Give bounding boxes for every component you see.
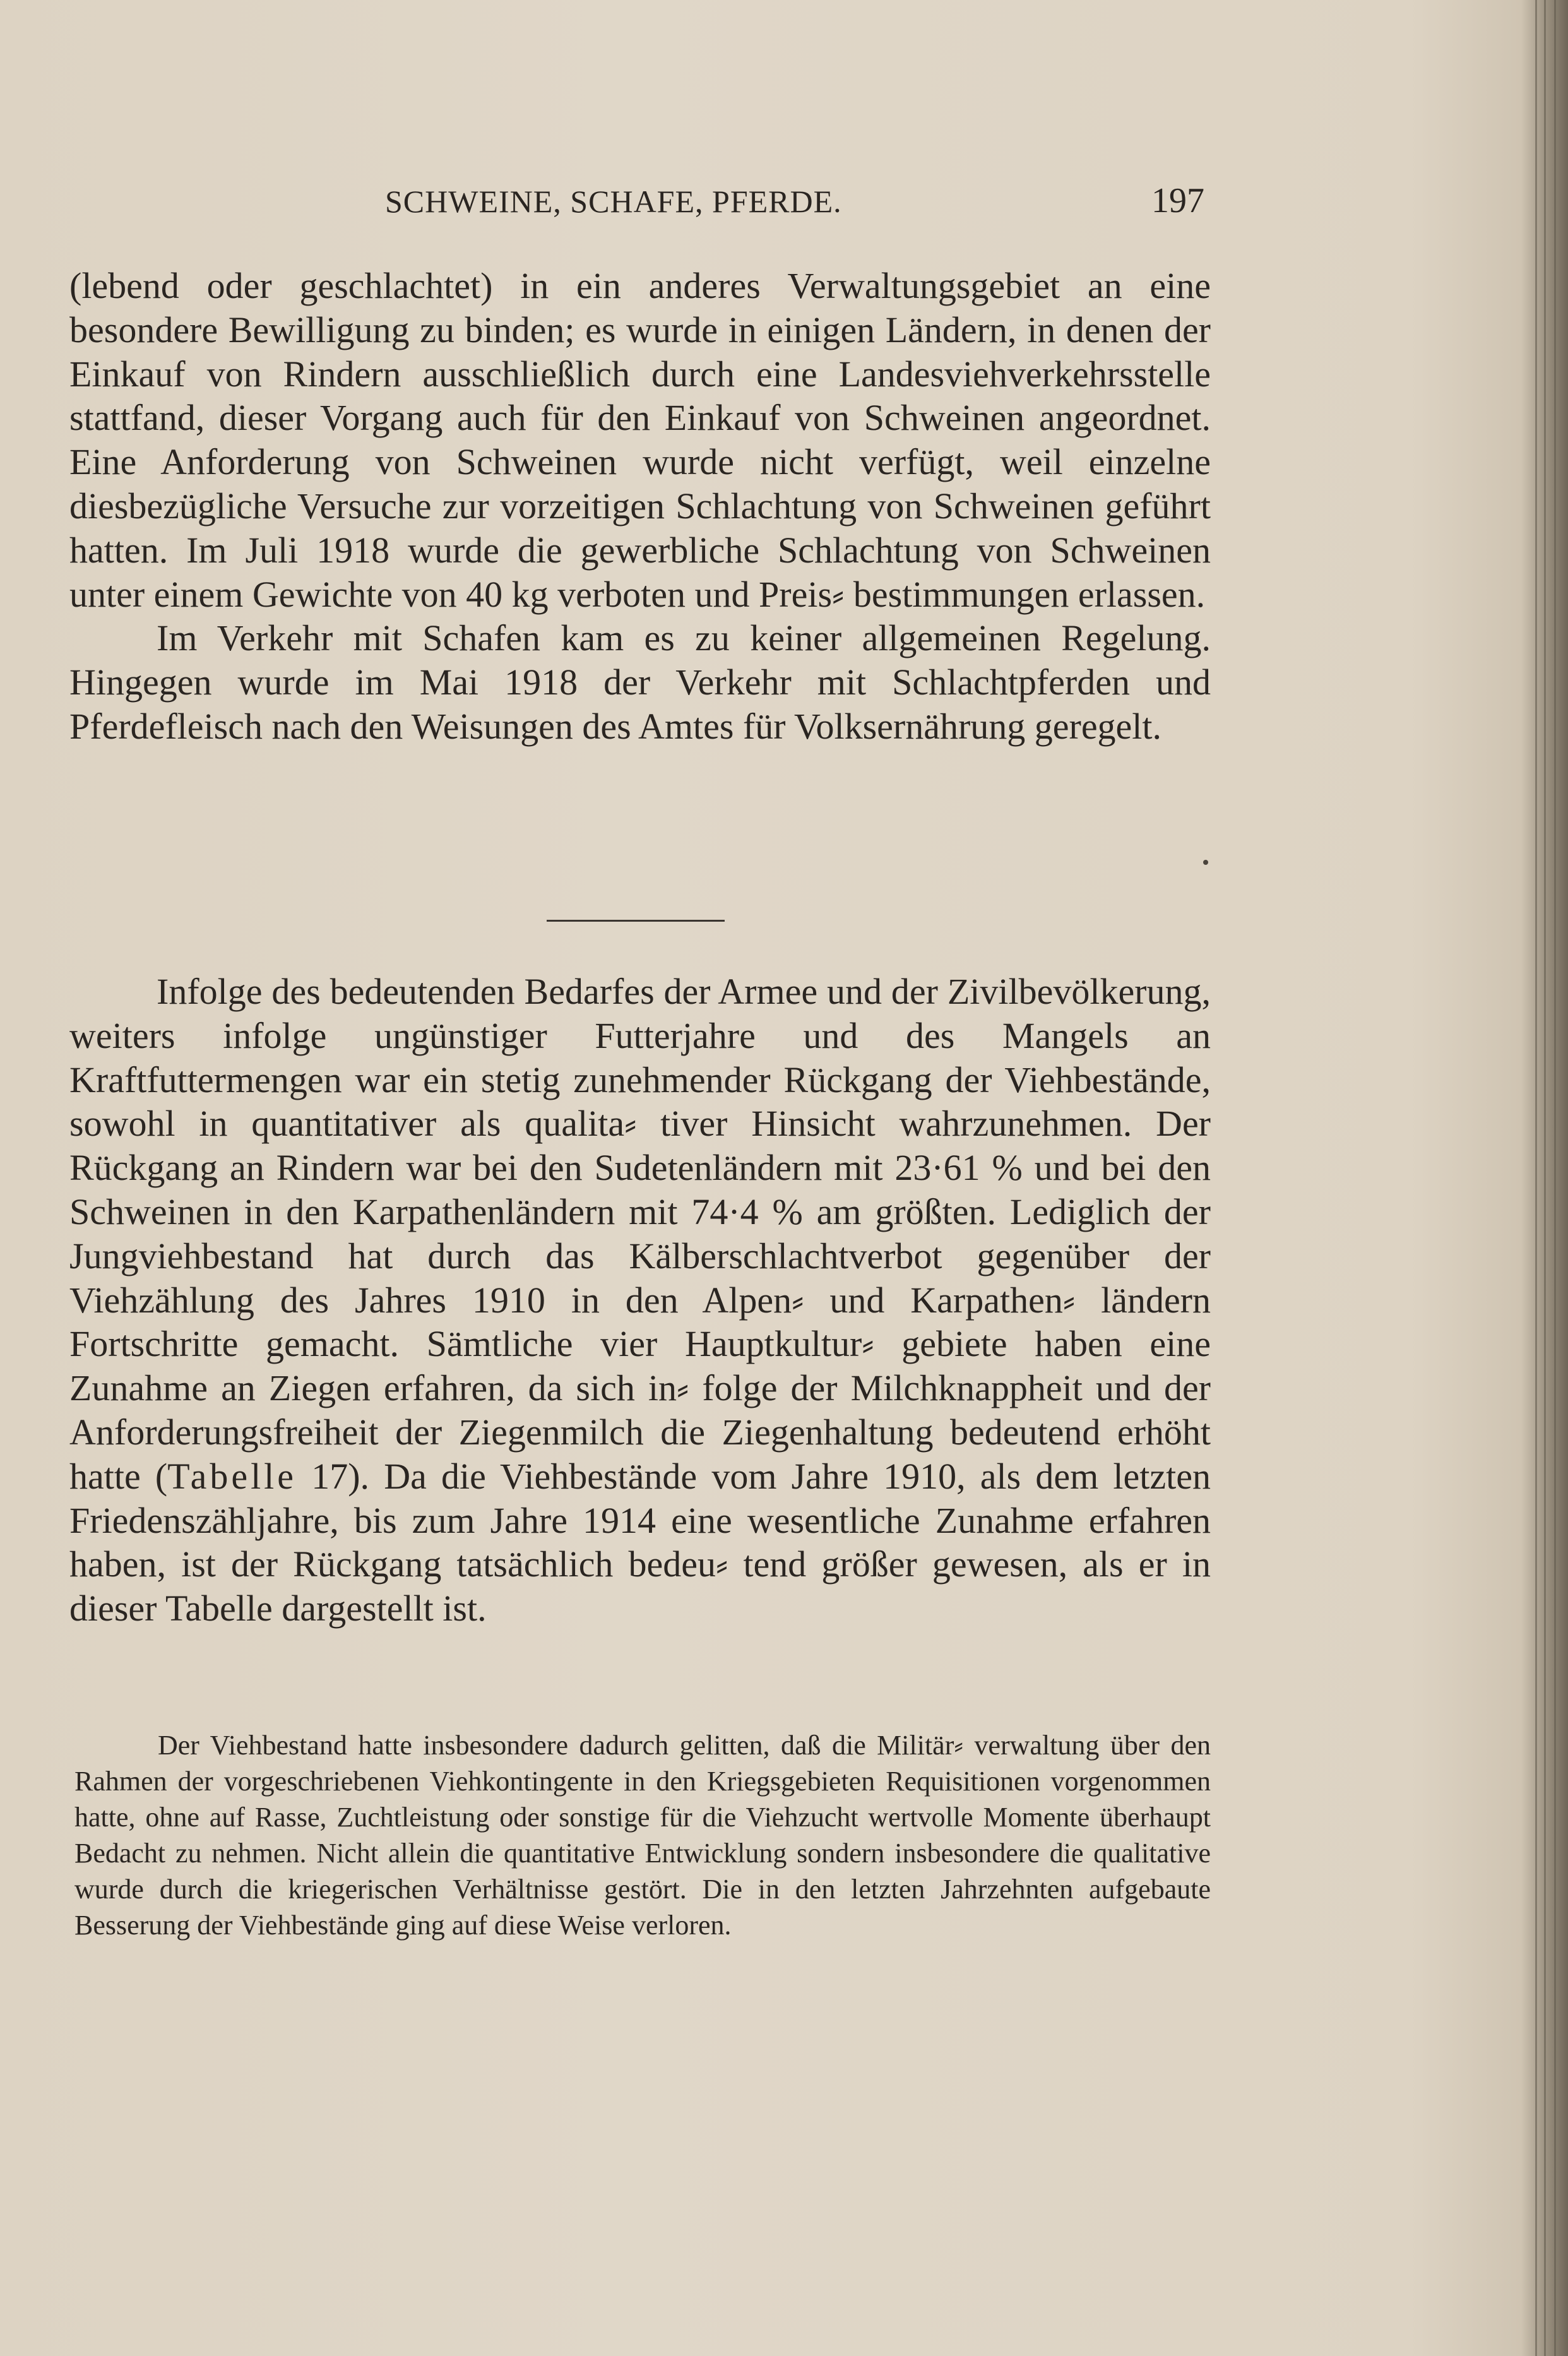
paragraph-text-part: Infolge des bedeutenden Bedarfes der Armee und der Zivilbevölkerung, weiters infolge ungünstiger Futterjahre und des Mangels an Kraftfuttermengen war ein stetig zunehmender Rückgang der Viehbestände, sowohl in quantitativer als qualita⸗ tiver Hinsicht wahrzunehmen. Der Rückgang an Rindern war bei den Sudetenländern mit 23·61 % und bei den Schweinen in den Karpathenländern mit 74·4 % am größten. Lediglich der Jungviehbestand hat durch das Kälberschlachtverbot gegenüber der Viehzählung des Jahres 1910 in den Alpen⸗ und Karpathen⸗ ländern Fortschritte gemacht. Sämtliche vier Hauptkultur⸗ gebiete haben eine Zunahme an Ziegen erfahren, da sich in⸗ folge der Milchknappheit und der Anforderungsfreiheit der Ziegenmilch die Ziegenhaltung bedeutend erhöht hatte ( — [69, 971, 1211, 1497]
page-number: 197 — [1151, 181, 1204, 220]
section-divider — [547, 920, 725, 922]
section-livestock-traffic — [69, 264, 1211, 749]
paragraph-livestock-decline — [69, 970, 1211, 1631]
section-livestock-decline — [69, 970, 1211, 1631]
binding-edge-line — [1535, 0, 1537, 2356]
ink-speck — [1203, 860, 1208, 865]
running-title: SCHWEINE, SCHAFE, PFERDE. — [385, 184, 842, 219]
paragraph-swine-regulation: (lebend oder geschlachtet) in ein anderes Verwaltungsgebiet an eine besondere Bewilligung zu binden; es wurde in einigen Ländern, in denen der Einkauf von Rindern ausschließlich durch eine Landesviehverkehrsstelle stattfand, dieser Vorgang auch für den Einkauf von Schweinen angeordnet. Eine Anforderung von Schweinen wurde nicht verfügt, weil einzelne diesbezügliche Versuche zur vorzeitigen Schlachtung von Schweinen geführt hatten. Im Juli 1918 wurde die gewerbliche Schlachtung von Schweinen unter einem Gewichte von 40 kg verboten und Preis⸗ bestimmungen erlassen. — [69, 265, 1211, 615]
paragraph-sheep-horses: Im Verkehr mit Schafen kam es zu keiner allgemeinen Regelung. Hingegen wurde im Mai 1918 der Verkehr mit Schlachtpferden und Pferdefleisch nach den Weisungen des Amtes für Volksernährung geregelt. — [69, 617, 1211, 747]
binding-edge-line — [1544, 0, 1546, 2356]
table-reference: Tabelle — [167, 1455, 297, 1497]
paragraph-text-part: 17). Da die Viehbestände vom Jahre 1910, als dem letzten Friedenszähljahre, bis zum Jahre 1914 eine wesentliche Zunahme erfahren haben, ist der Rückgang tatsächlich bedeu⸗ tend größer gewesen, als er in dieser Tabelle dargestellt ist. — [69, 1455, 1211, 1629]
footnote: Der Viehbestand hatte insbesondere dadurch gelitten, daß die Militär⸗ verwaltung über den Rahmen der vorgeschriebenen Viehkontingente in den Kriegsgebieten Requisitionen vorgenommen hatte, ohne auf Rasse, Zuchtleistung oder sonstige für die Viehzucht wertvolle Momente überhaupt Bedacht zu nehmen. Nicht allein die quantitative Entwicklung sondern insbesondere die qualitative wurde durch die kriegerischen Verhältnisse gestört. Die in den letzten Jahrzehnten aufgebaute Besserung der Viehbestände ging auf diese Weise verloren. — [74, 1730, 1211, 1941]
binding-edge-line — [1554, 0, 1556, 2356]
